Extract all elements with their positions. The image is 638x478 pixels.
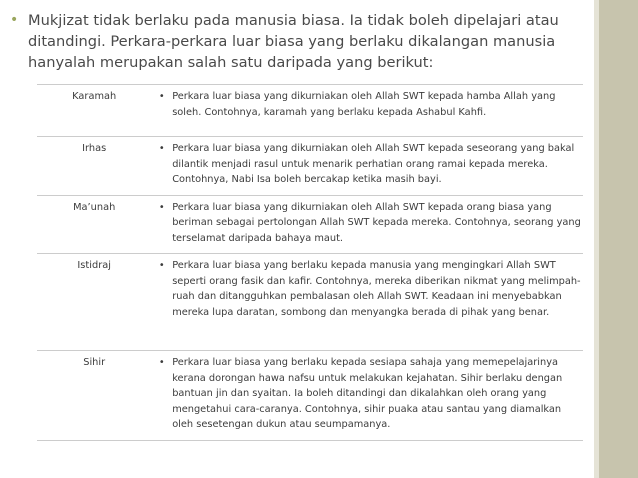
row-description: Perkara luar biasa yang dikurniakan oleh Allah SWT kepada hamba Allah yang soleh. Contohnya, karamah yang berlaku kepada Ashabul Kahfi. [172,85,583,137]
row-term: Istidraj [37,254,151,351]
phenomena-table [37,84,583,441]
row-term: Karamah [37,85,151,137]
table-row [37,351,583,441]
row-bullet: • [151,85,172,137]
row-bullet: • [151,351,172,441]
row-description: Perkara luar biasa yang dikurniakan oleh Allah SWT kepada orang biasa yang beriman sebagai pertolongan Allah SWT kepada mereka. Contohnya, seorang yang terselamat daripada bahaya maut. [172,195,583,254]
intro-bullet: • [10,12,19,28]
table-row [37,195,583,254]
row-bullet: • [151,254,172,351]
row-term: Ma’unah [37,195,151,254]
table-row [37,85,583,137]
row-description: Perkara luar biasa yang berlaku kepada manusia yang mengingkari Allah SWT seperti orang fasik dan kafir. Contohnya, mereka diberikan nikmat yang melimpah-ruah dan ditangguhkan pembalasan oleh Allah SWT. Keadaan ini menyebabkan mereka lupa daratan, sombong dan menyangka berada di pihak yang benar. [172,254,583,351]
table-row [37,137,583,196]
intro-text: Mukjizat tidak berlaku pada manusia biasa. Ia tidak boleh dipelajari atau ditandingi. Perkara-perkara luar biasa yang berlaku dikalangan manusia hanyalah merupakan salah satu daripada yang berikut: [28,12,559,71]
row-bullet: • [151,137,172,196]
row-description: Perkara luar biasa yang dikurniakan oleh Allah SWT kepada seseorang yang bakal dilantik menjadi rasul untuk menarik perhatian orang ramai kepada mereka. Contohnya, Nabi Isa boleh bercakap ketika masih bayi. [172,137,583,196]
row-description: Perkara luar biasa yang berlaku kepada sesiapa sahaja yang memepelajarinya kerana dorongan hawa nafsu untuk melakukan kejahatan. Sihir berlaku dengan bantuan jin dan syaitan. Ia boleh ditandingi dan dikalahkan oleh orang yang mengetahui cara-caranya. Contohnya, sihir puaka atau santau yang diamalkan oleh sesetengan dukun atau seumpamanya. [172,351,583,441]
row-term: Sihir [37,351,151,441]
row-term: Irhas [37,137,151,196]
table-row [37,254,583,351]
intro-paragraph [10,10,583,73]
decorative-side-bar [594,0,638,478]
row-bullet: • [151,195,172,254]
side-bar-stripe [594,0,599,478]
